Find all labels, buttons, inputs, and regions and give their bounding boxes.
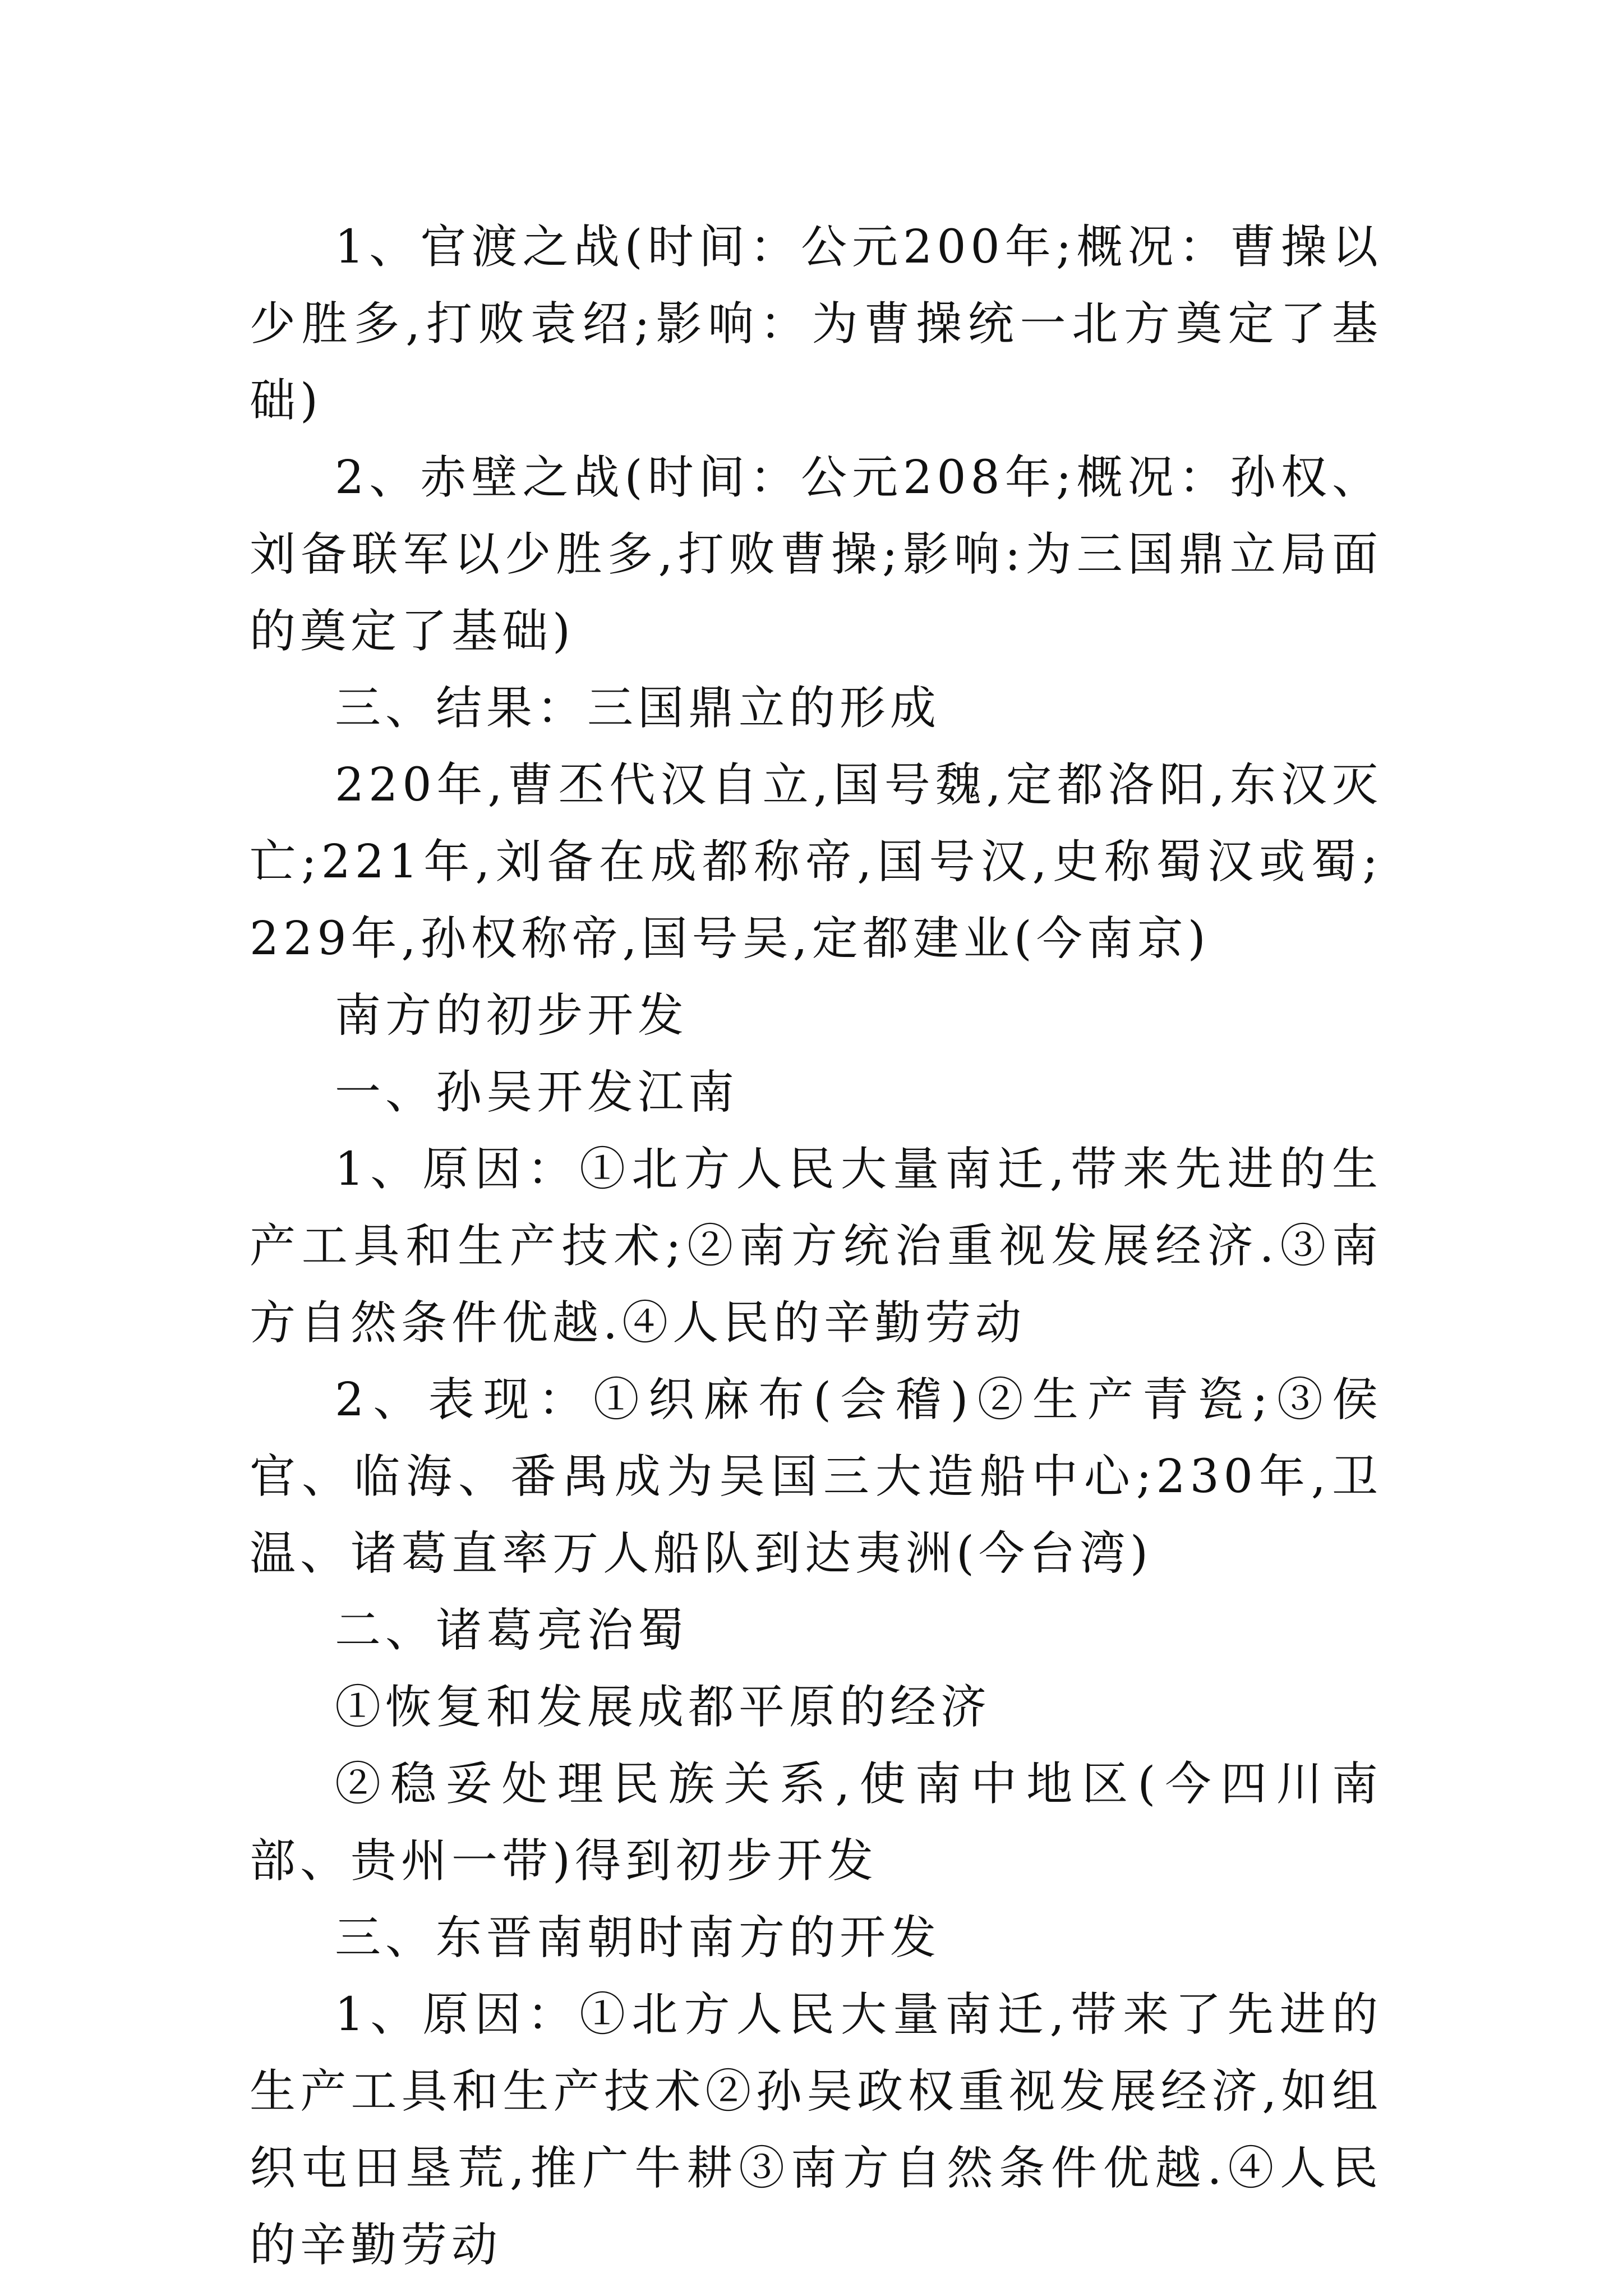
heading-southern-development: 南方的初步开发 [335, 989, 689, 1042]
paragraph-guandu-battle: 1、官渡之战(时间：公元200年;概况：曹操以少胜多,打败袁绍;影响：为曹操统一北方奠定了基础) [250, 220, 1382, 427]
list-item-restore-economy: ①恢复和发展成都平原的经济 [335, 1681, 992, 1734]
list-item-ethnic-relations: ②稳妥处理民族关系,使南中地区(今四川南部、贵州一带)得到初步开发 [250, 1757, 1382, 1888]
paragraph-chibi-battle: 2、赤壁之战(时间：公元208年;概况：孙权、刘备联军以少胜多,打败曹操;影响:为三国鼎立局面的奠定了基础) [250, 451, 1382, 658]
document-body [250, 209, 1382, 2284]
paragraph-eastern-jin-reasons: 1、原因：①北方人民大量南迁,带来了先进的生产工具和生产技术②孙吴政权重视发展经济,如组织屯田垦荒,推广牛耕③南方自然条件优越.④人民的辛勤劳动 [250, 1988, 1382, 2272]
paragraph-sunwu-manifestations: 2、表现：①织麻布(会稽)②生产青瓷;③侯官、临海、番禺成为吴国三大造船中心;230年,卫温、诸葛直率万人船队到达夷洲(今台湾) [250, 1373, 1382, 1580]
heading-sunwu-jiangnan: 一、孙吴开发江南 [335, 1066, 739, 1119]
heading-result: 三、结果：三国鼎立的形成 [335, 682, 941, 735]
paragraph-three-kingdoms-formation: 220年,曹丕代汉自立,国号魏,定都洛阳,东汉灭亡;221年,刘备在成都称帝,国号汉,史称蜀汉或蜀;229年,孙权称帝,国号吴,定都建业(今南京) [250, 758, 1382, 965]
heading-zhuge-liang-shu: 二、诸葛亮治蜀 [335, 1604, 689, 1657]
paragraph-sunwu-reasons: 1、原因：①北方人民大量南迁,带来先进的生产工具和生产技术;②南方统治重视发展经济.③南方自然条件优越.④人民的辛勤劳动 [250, 1143, 1382, 1350]
heading-eastern-jin-southern: 三、东晋南朝时南方的开发 [335, 1911, 941, 1964]
